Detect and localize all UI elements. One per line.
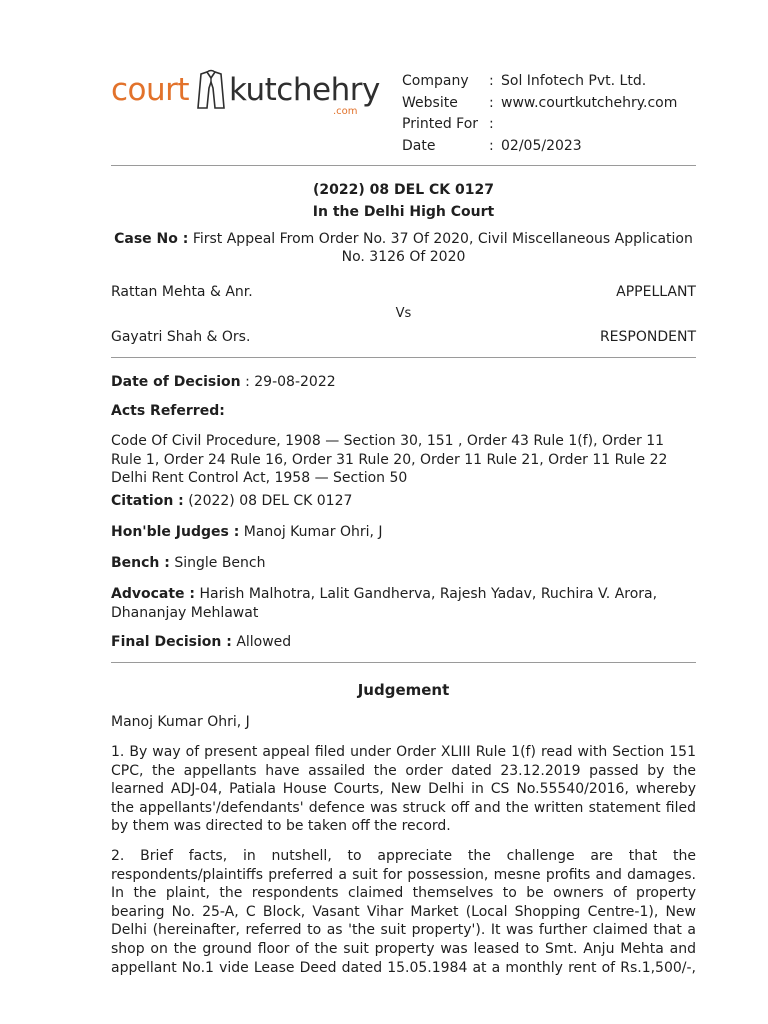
company-label: Company	[402, 73, 469, 89]
paragraph-line: by them was directed to be taken off the record.	[111, 818, 451, 835]
printed-for-label: Printed For	[402, 116, 479, 132]
paragraph-line: shop on the ground floor of the suit property was leased to Smt. Anju Mehta and	[111, 940, 696, 957]
acts-line-1: Code Of Civil Procedure, 1908 — Section 30, 151 , Order 43 Rule 1(f), Order 11	[111, 433, 665, 449]
date-row	[402, 136, 677, 158]
paragraph-line: respondents/plaintiffs preferred a suit for possession, mesne profits and damages.	[111, 866, 696, 883]
details-divider	[111, 662, 696, 663]
judges-label: Hon'ble Judges :	[111, 524, 240, 540]
paragraph-line: bearing No. 25-A, C Block, Vasant Vihar Market (Local Shopping Centre-1), New	[111, 903, 696, 920]
date-of-decision	[111, 374, 696, 390]
case-no-line1: First Appeal From Order No. 37 Of 2020, Civil Miscellaneous Application	[192, 231, 693, 247]
respondent-role: RESPONDENT	[599, 329, 696, 345]
judges-value: Manoj Kumar Ohri, J	[243, 524, 383, 540]
separator: :	[489, 73, 494, 89]
website-row	[402, 93, 677, 115]
date-label: Date	[402, 137, 436, 154]
case-no-label: Case No :	[114, 231, 189, 247]
acts-referred-label: Acts Referred:	[111, 403, 225, 419]
header-meta	[402, 71, 677, 157]
separator: :	[489, 94, 494, 111]
citation-label: Citation :	[111, 493, 184, 509]
header-divider	[111, 165, 696, 166]
courtkutchehry-logo[interactable]	[111, 68, 381, 118]
case-number	[111, 230, 696, 266]
court-name: In the Delhi High Court	[312, 204, 495, 220]
company-row	[402, 71, 677, 93]
logo-court-text: court	[111, 72, 190, 108]
judgement-paragraph-1	[111, 743, 696, 836]
website-link[interactable]: www.courtkutchehry.com	[501, 94, 678, 111]
judges	[111, 524, 696, 540]
citation-value: (2022) 08 DEL CK 0127	[188, 493, 353, 509]
appellant-name: Rattan Mehta & Anr.	[111, 284, 253, 300]
judge-robe-icon	[191, 68, 231, 112]
parties-divider	[111, 357, 696, 358]
paragraph-line: 2. Brief facts, in nutshell, to appreciate the challenge are that the	[111, 848, 696, 864]
advocate-line-2: Dhananjay Mehlawat	[111, 604, 259, 621]
paragraph-line: appellant No.1 vide Lease Deed dated 15.05.1984 at a monthly rent of Rs.1,500/-,	[111, 959, 696, 976]
paragraph-line: Delhi (hereinafter, referred to as 'the suit property'). It was further claimed that a	[111, 922, 696, 939]
final-value: Allowed	[236, 634, 292, 650]
separator: :	[489, 116, 494, 132]
decision-label: Date of Decision	[111, 374, 241, 390]
paragraph-line: 1. By way of present appeal filed under Order XLIII Rule 1(f) read with Section 151	[111, 744, 696, 760]
paragraph-line: the appellants'/defendants' defence was struck off and the written statement filed	[111, 799, 696, 816]
final-decision	[111, 634, 696, 650]
acts-line-3: Delhi Rent Control Act, 1958 — Section 50	[111, 470, 408, 487]
bench-value: Single Bench	[174, 555, 266, 571]
appellant-role: APPELLANT	[616, 284, 696, 300]
logo-com-text: .com	[333, 106, 358, 117]
final-label: Final Decision :	[111, 634, 232, 650]
bench	[111, 555, 696, 571]
judgement-paragraph-2	[111, 847, 696, 977]
acts-referred-list	[111, 432, 696, 488]
paragraph-line: learned ADJ-04, Patiala House Courts, New Delhi in CS No.55540/2016, whereby	[111, 781, 696, 798]
bench-label: Bench :	[111, 555, 170, 571]
citation	[111, 493, 696, 509]
printed-for-row	[402, 114, 677, 136]
respondent-name: Gayatri Shah & Ors.	[111, 329, 251, 345]
case-citation-title: (2022) 08 DEL CK 0127	[313, 182, 494, 198]
paragraph-line: In the plaint, the respondents claimed themselves to be owners of property	[111, 885, 696, 902]
date-value: 02/05/2023	[501, 137, 582, 154]
advocate-line-1	[111, 585, 696, 604]
paragraph-line: CPC, the appellants have assailed the order dated 23.12.2019 passed by the	[111, 762, 696, 779]
decision-value: : 29-08-2022	[245, 374, 336, 390]
acts-line-2: Rule 1, Order 24 Rule 16, Order 31 Rule 20, Order 11 Rule 21, Order 11 Rule 22	[111, 451, 668, 468]
advocate-names-1: Harish Malhotra, Lalit Gandherva, Rajesh Yadav, Ruchira V. Arora,	[199, 586, 658, 602]
advocates	[111, 585, 696, 622]
versus: Vs	[395, 306, 412, 321]
advocate-label: Advocate :	[111, 586, 196, 602]
separator: :	[489, 137, 494, 154]
judgement-judge: Manoj Kumar Ohri, J	[111, 714, 250, 730]
website-label: Website	[402, 94, 458, 111]
case-no-line2: No. 3126 Of 2020	[341, 249, 466, 265]
logo-kutchehry-text: kutchehry	[229, 72, 380, 108]
judgement-heading: Judgement	[357, 681, 450, 699]
company-value: Sol Infotech Pvt. Ltd.	[501, 73, 647, 89]
